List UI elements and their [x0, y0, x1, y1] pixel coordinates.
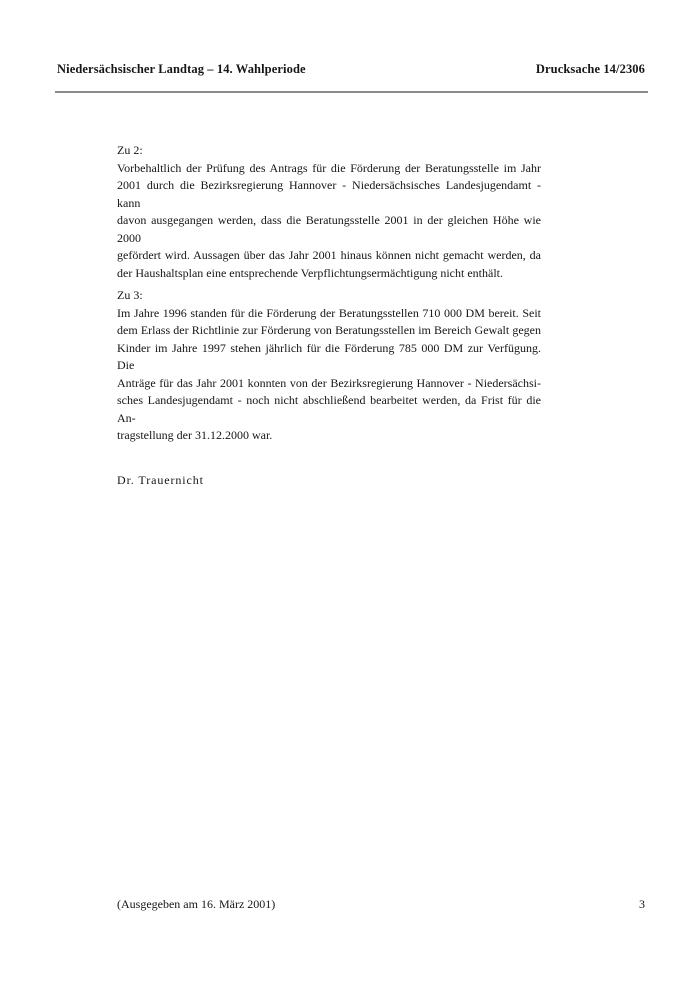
text-line: Vorbehaltlich der Prüfung des Antrags für die Förderung der Beratungsstelle im Jahr: [117, 160, 541, 175]
text-line: 2001 durch die Bezirksregierung Hannover - Niedersächsisches Landesjugendamt - kann: [117, 178, 541, 210]
text-line: Anträge für das Jahr 2001 konnten von der Bezirksregierung Hannover - Niedersächsi-: [117, 375, 541, 390]
header-parliament-title: Niedersächsischer Landtag – 14. Wahlperiode: [57, 62, 306, 76]
page-number: 3: [639, 897, 645, 911]
section-zu-2: [117, 142, 541, 282]
section-paragraph: [117, 160, 541, 283]
text-line: Im Jahre 1996 standen für die Förderung der Beratungsstellen 710 000 DM bereit. Seit: [117, 305, 541, 320]
text-line: Kinder im Jahre 1997 stehen jährlich für die Förderung 785 000 DM zur Verfügung. Die: [117, 340, 541, 372]
section-heading: Zu 3:: [117, 288, 143, 302]
section-paragraph: [117, 305, 541, 445]
text-line: davon ausgegangen werden, dass die Beratungsstelle 2001 in der gleichen Höhe wie 2000: [117, 213, 541, 245]
text-line: dem Erlass der Richtlinie zur Förderung von Beratungsstellen im Bereich Gewalt gegen: [117, 323, 541, 337]
footer-issued-date: (Ausgegeben am 16. März 2001): [117, 897, 276, 911]
section-heading: Zu 2:: [117, 143, 143, 157]
text-line: tragstellung der 31.12.2000 war.: [117, 428, 273, 442]
signature: Dr. Trauernicht: [117, 473, 204, 487]
section-zu-3: [117, 287, 541, 445]
header-rule: [55, 91, 648, 93]
document-body: [117, 142, 541, 490]
text-line: der Haushaltsplan eine entsprechende Verpflichtungsermächtigung nicht enthält.: [117, 265, 503, 280]
text-line: gefördert wird. Aussagen über das Jahr 2001 hinaus können nicht gemacht werden, da: [117, 248, 541, 262]
header-drucksache-number: Drucksache 14/2306: [535, 62, 645, 76]
document-footer: [117, 896, 645, 914]
text-line: sches Landesjugendamt - noch nicht abschließend bearbeitet werden, da Frist für die An-: [117, 393, 541, 425]
document-header: [57, 62, 645, 77]
